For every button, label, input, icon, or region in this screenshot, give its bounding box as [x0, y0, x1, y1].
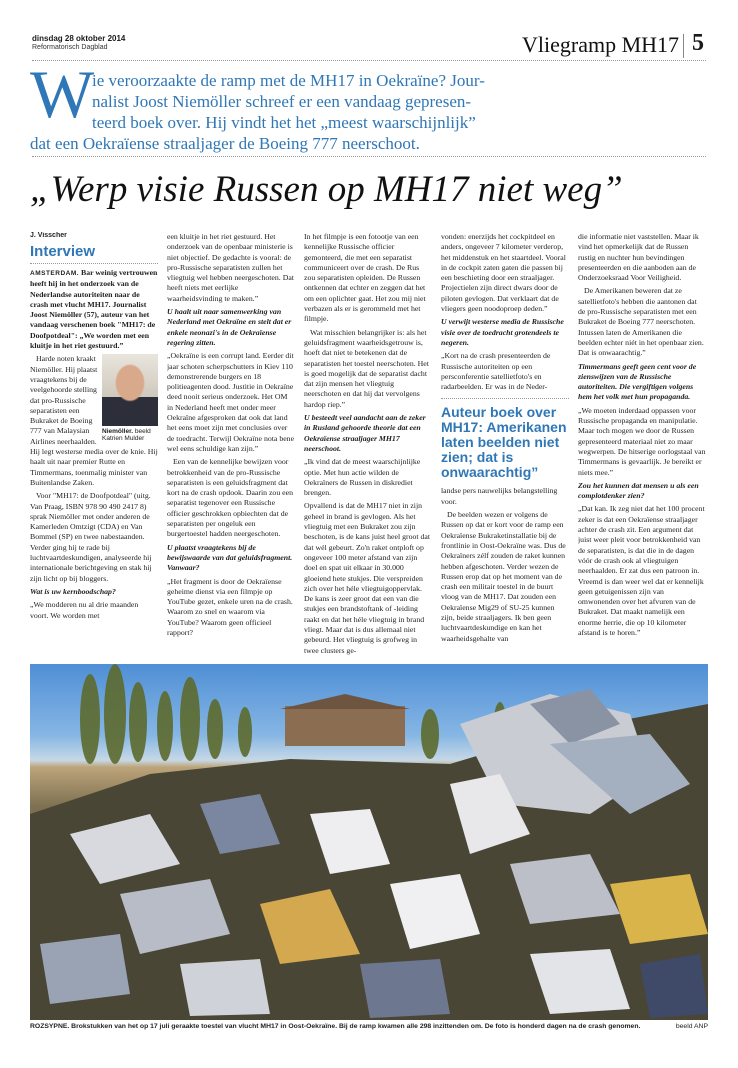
intro-line: dat een Oekraïense straaljager de Boeing 777 neerschoot. — [30, 134, 420, 153]
photo-caption-label: ROZSYPNE. — [30, 1023, 70, 1030]
page-number: 5 — [692, 30, 704, 56]
byline: J. Visscher — [30, 232, 67, 239]
kicker: Interview — [30, 243, 158, 264]
crash-debris-photo — [30, 664, 708, 1020]
lead-paragraph — [30, 268, 158, 351]
question: U besteedt veel aandacht aan de zeker in Rusland gehoorde theorie dat een Oekraïense straaljager MH17 neerschoot. — [304, 413, 426, 453]
header-rule — [32, 60, 706, 61]
photo-caption — [30, 1023, 708, 1030]
column-1 — [30, 232, 158, 657]
question: U verwijt westerse media de Russische visie over de toedracht grotendeels te negeren. — [441, 317, 564, 347]
intro-dropcap: W — [30, 56, 95, 132]
pull-quote: Auteur boek over MH17: Amerikanen laten beelden niet zien; dat is onwaarachtig” — [441, 398, 569, 480]
paragraph: Voor "MH17: de Doofpotdeal" (uitg. Van Praag, ISBN 978 90 490 2417 8) sprak Niemöller met onder anderen de Kamerleden Omtzigt (CDA) en Van Bommel (SP) en twee nabestaanden. Verder ging hij te rade bij luchtvaartdeskundigen, analyseerde hij internationale berichtgeving en stak hij zijn licht op bij bloggers. — [30, 491, 152, 583]
question: U plaatst vraagtekens bij de bewijswaarde van dat geluidsfragment. Vanwaar? — [167, 542, 293, 573]
photo-illustration — [30, 664, 708, 1020]
farm-building — [280, 694, 410, 746]
paragraph: landse pers nauwelijks belangstelling voor. — [441, 486, 558, 506]
author-portrait — [102, 354, 158, 426]
column-5 — [578, 232, 706, 657]
paragraph: In het filmpje is een fotootje van een kennelijke Russische officier gemonteerd, die met een separatist communiceert over de crash. De Rus zou separatisten opleiden. De Russen ontkennen dat echter en zeggen dat het om een oplichter gaat. Het zou mij niet verbazen als er is gerommeld met het filmpje. — [304, 232, 426, 324]
question: U haalt uit naar samenwerking van Nederland met Oekraïne en stelt dat er enkele neonazi's in de Oekraïense regering zitten. — [167, 307, 292, 347]
paragraph: vonden: enerzijds het cockpitdeel en anders, ongeveer 7 kilometer verderop, het middenstuk en het staartdeel. Vooral in de cockpit zaten gaten die passen bij een beschieting door een straaljager. Projectielen zijn direct dwars door de piloten gevlogen. Dat verklaart dat de vliegers geen noodoproep deden.” — [441, 232, 566, 314]
paragraph: Wat misschien belangrijker is: als het geluidsfragment waarheidsgetrouw is, hoeft dat niet te betekenen dat de separatisten het toestel neerschoten. Het is goed mogelijk dat de separatist dacht dat zijn mensen het vliegtuig neerschoten en dat hij dat vervolgens hardop riep.” — [304, 327, 429, 409]
column-2 — [167, 232, 295, 657]
paragraph: „Kort na de crash presenteerden de Russische autoriteiten op een persconferentie satellietfoto's en radarbeelden. Er was in de Neder- — [441, 351, 551, 392]
photo-caption-text: Brokstukken van het op 17 juli geraakte toestel van vlucht MH17 in Oost-Oekraïne. Bij de ramp kwamen alle 298 inzittenden om. De foto is honderd dagen na de crash genomen. — [71, 1023, 641, 1030]
paragraph: „We moeten inderdaad oppassen voor Russische propaganda en manipulatie. Maar toch mogen we door de Russen gepresenteerd materiaal niet zo maar wegwerpen. De hitserige oorlogstaal van Timmermans is gevaarlijk. Je bereikt er niets mee.” — [578, 405, 706, 477]
paragraph: „Dat kan. Ik zeg niet dat het 100 procent zeker is dat een Oekraïense straaljager achter de crash zit. Een argument dat juist weer pleit voor betrokkenheid van de separatisten, is dat die in de dagen vóór de crash ook al vliegtuigen neerhaalden. Er zat dus een patroon in. Vreemd is dan weer wel dat er kennelijk geen getuigenissen zijn van omwonenden over het afvuren van de Bukraket. Dat maakt namelijk een enorme herrie, die op 10 kilometer afstand is te horen.” — [578, 504, 705, 637]
dateline: AMSTERDAM. — [30, 270, 80, 277]
portrait-credit: beeld Katrien Mulder — [102, 428, 151, 443]
column-4 — [441, 232, 569, 657]
paragraph: De beelden wezen er volgens de Russen op dat er kort voor de ramp een Oekraïense Bukraketinstallatie bij de frontlinie in Oost-Oekraïne was. Dus de Oekraïners zélf zouden de raket kunnen hebben afgeschoten. Verder wezen de Russen erop dat op het moment van de crash een militair toestel in de buurt vloog van de MH17. Dat zouden een Oekraïense Mig29 of SU-25 kunnen zijn, beide straaljagers. Ik ben geen luchtvaartdeskundige en kan het waarheidsgehalte van — [441, 510, 566, 643]
question: Timmermans geeft geen cent voor de zienswijzen van de Russische autoriteiten. Die vergiftigen volgens hem het volk met hun propaganda. — [578, 361, 697, 402]
column-3 — [304, 232, 432, 657]
intro-line: nalist Joost Niemöller schreef er een vandaag gepresen- — [92, 92, 472, 111]
question: Wat is uw kernboodschap? — [30, 586, 116, 596]
intro-text — [30, 70, 550, 154]
lead-text: Bar weinig vertrouwen heeft hij in het onderzoek van de Nederlandse autoriteiten naar de crash met vlucht MH17. Journalist Joost Niemöller (57), auteur van het vandaag verschenen boek "MH17: de Doofpotdeal": „We worden met een kluitje in het riet gestuurd.” — [30, 268, 158, 351]
section-title: Vliegramp MH17 — [522, 32, 680, 57]
photo-credit: beeld ANP — [675, 1023, 708, 1030]
paragraph: De Amerikanen beweren dat ze satellietfoto's hebben die aantonen dat de pro-Russische separatisten met een Bukraket de Boeing 777 neerschoten. Intussen laten de Amerikanen die beelden echter niét in het openbaar zien. Dat is onwaarachtig.” — [578, 286, 704, 358]
header-separator — [683, 34, 684, 58]
paragraph: een kluitje in het riet gestuurd. Het onderzoek van de openbaar ministerie is niet objectief. De gedachte is vooral: de pro-Russische separatisten zullen het vliegtuig wel hebben neergeschoten. Dat heeft niets met eerlijke waarheidsvinding te maken.” — [167, 232, 294, 303]
question: Zou het kunnen dat mensen u als een complotdenker zien? — [578, 480, 699, 501]
intro-line: ie veroorzaakte de ramp met de MH17 in Oekraïne? Jour- — [92, 71, 485, 90]
header-paper: Reformatorisch Dagblad — [32, 44, 108, 51]
paragraph: „Ik vind dat de meest waarschijnlijke optie. Met hun actie wilden de Oekraïners de Russen in diskrediet brengen. — [304, 457, 421, 498]
intro-line: teerd boek over. Hij vindt het het „meest waarschijnlijk” — [92, 113, 476, 132]
intro-rule — [32, 156, 706, 157]
headline: „Werp visie Russen op MH17 niet weg” — [30, 169, 623, 210]
paragraph: Opvallend is dat de MH17 niet in zijn geheel in brand is gevlogen. Als het vliegtuig met een Bukraket zou zijn beschoten, is de kans juist heel groot dat dat wél gebeurt. Zo'n raket ontploft op ongeveer 100 meter afstand van zijn doel en spat uit elkaar in 30.000 gloeiend hete stukjes. Die verspreiden zich over het héle vliegtuigoppervlak. De kans is zeer groot dat een van die stukjes een brandstoftank of -leiding raakt en dat het héle vliegtuig in brand vliegt. Maar dat is dus allemaal niet gebeurd. Het vliegtuig is grofweg in twee clusters ge- — [304, 501, 431, 655]
paragraph: „Het fragment is door de Oekraïense geheime dienst via een filmpje op YouTube gezet, enkele uren na de crash. Waarom zo snel en waarom via YouTube? Waarom geen officieel rapport? — [167, 576, 293, 637]
header-date: dinsdag 28 oktober 2014 — [32, 34, 126, 43]
paragraph: Harde noten kraakt Niemöller. Hij plaatst vraagtekens bij de veelgehoorde stelling dat pro-Russische separatisten een Bukraket de Boeing 777 van Malaysian Airlines neerhaalden. Hij legt westerse media over de knie. Hij haalt uit naar premier Rutte en Timmermans, toenmalig minister van Buitenlandse Zaken. — [30, 354, 158, 487]
paragraph: Een van de kennelijke bewijzen voor betrokkenheid van de pro-Russische separatisten is een geluidsfragment dat kort na de crash opdook. Daarin zou een separatist tegenover een Russische officier geschrokken opbiechten dat de separatisten per ongeluk een burgertoestel hadden neergeschoten. — [167, 457, 294, 539]
portrait-caption-name: Niemöller. — [102, 428, 134, 436]
paragraph: „We modderen nu al drie maanden voort. We worden met — [30, 600, 139, 620]
paragraph: die informatie niet vaststellen. Maar ik vind het opmerkelijk dat de Russen rustig en nuchter hun bevindingen presenteerden en die aanboden aan de Onderzoeksraad Voor Veiligheid. — [578, 232, 699, 283]
paragraph: „Oekraïne is een corrupt land. Eerder dit jaar schoten scherpschutters in Kiev 110 demonstrerende burgers en 18 politieagenten dood. Justitie in Oekraïne deed nooit serieus onderzoek. Het OM in Nederland heeft met onder meer Oekraïne afgesproken dat ook dat land het eens moet zijn met conclusies over de toedracht. Terwijl Oekraïne nota bene wel eens schuldige kan zijn.” — [167, 351, 295, 453]
portrait-caption — [102, 428, 158, 442]
